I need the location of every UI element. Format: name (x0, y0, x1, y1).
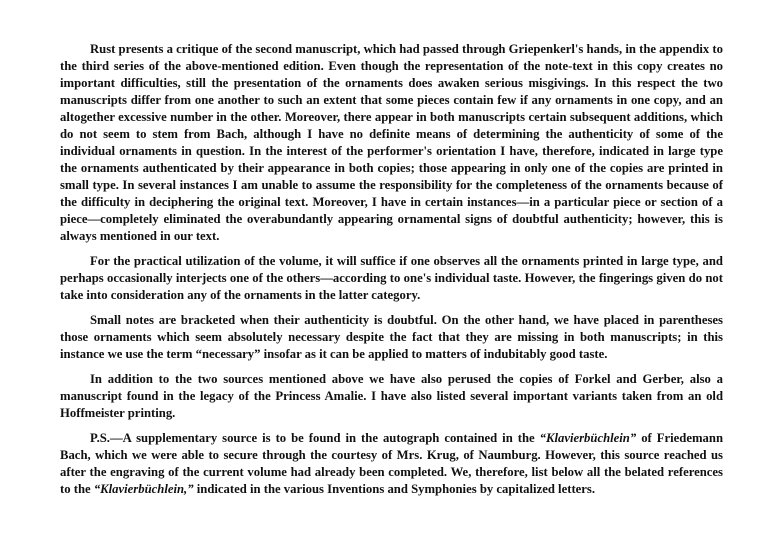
klavierbuechlein-title-2: “Klavierbüchlein,” (93, 482, 194, 496)
paragraph-small-notes: Small notes are bracketed when their authenticity is doubtful. On the other hand, we have placed in parentheses those ornaments which seem absolutely necessary despite the fact that they are missing in both manuscripts; in this instance we use the term “necessary” insofar as it can be applied to matters of indubitably good taste. (60, 313, 723, 361)
paragraph-postscript (60, 430, 723, 498)
paragraph-practical-utilization: For the practical utilization of the volume, it will suffice if one observes all the ornaments printed in large type, and perhaps occasionally interjects one of the others—according to one's individual taste. However, the fingerings given do not take into consideration any of the ornaments in the latter category. (60, 254, 723, 302)
document-page (60, 41, 723, 498)
paragraph-manuscript-critique: Rust presents a critique of the second manuscript, which had passed through Griepenkerl's hands, in the appendix to the third series of the above-mentioned edition. Even though the representation of the note-text in this copy creates no important difficulties, still the presentation of the ornaments does awaken serious misgivings. In this respect the two manuscripts differ from one another to such an extent that some pieces contain few if any ornaments in one copy, and an altogether excessive number in the other. Moreover, there appear in both manuscripts certain subsequent additions, which do not seem to stem from Bach, although I have no definite means of determining the authenticity of some of the individual ornaments in question. In the interest of the performer's orientation I have, therefore, indicated in large type the ornaments authenticated by their appearance in both copies; those appearing in only one of the copies are printed in small type. In several instances I am unable to assume the responsibility for the completeness of the ornaments because of the difficulty in deciphering the original text. Moreover, I have in certain instances—in a particular piece or section of a piece—completely eliminated the overabundantly appearing ornamental signs of doubtful authenticity; however, this is always mentioned in our text. (60, 42, 723, 243)
paragraph-additional-sources: In addition to the two sources mentioned above we have also perused the copies of Forkel and Gerber, also a manuscript found in the legacy of the Princess Amalie. I have also listed several important variants taken from an old Hoffmeister printing. (60, 372, 723, 420)
klavierbuechlein-title-1: “Klavierbüchlein” (539, 431, 637, 445)
postscript-text-2: of Friedemann Bach, which we were able to secure through the courtesy of Mrs. Krug, of Naumburg. However, this source reached us after the engraving of the current volume had already been completed. We, therefore, list below all the belated references to the (60, 431, 723, 496)
postscript-text-1: P.S.—A supplementary source is to be found in the autograph contained in the (90, 431, 540, 445)
postscript-text-3: indicated in the various Inventions and Symphonies by capitalized letters. (193, 482, 596, 496)
